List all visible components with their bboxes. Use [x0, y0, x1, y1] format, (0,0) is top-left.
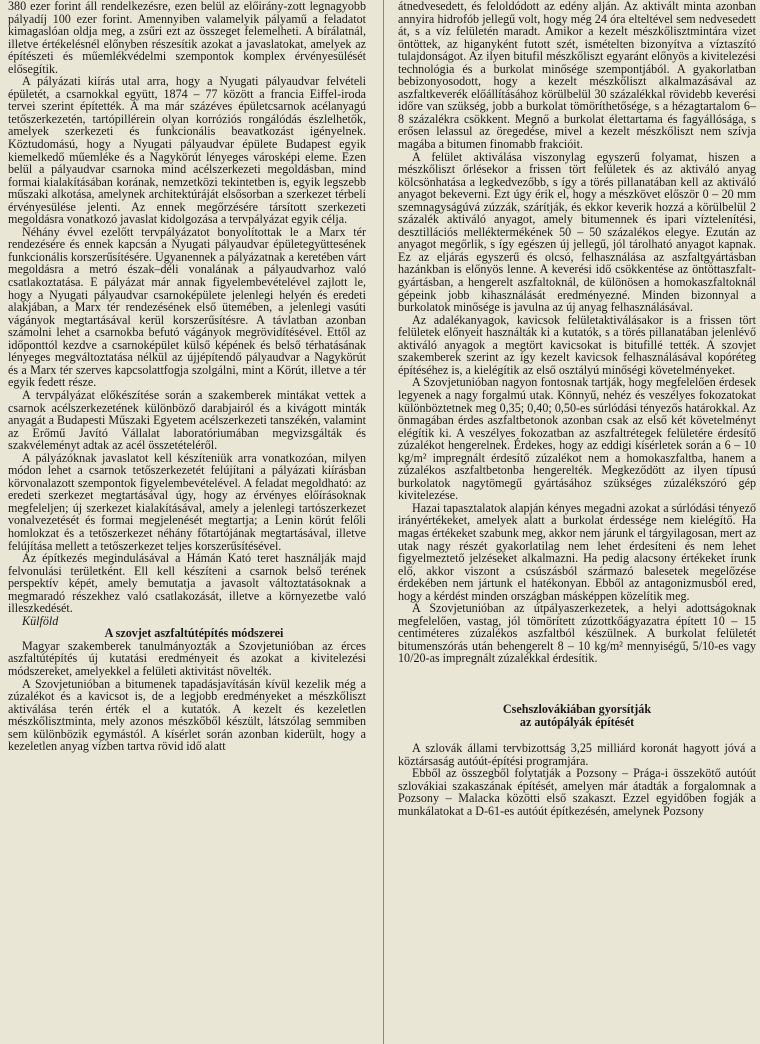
column-divider — [383, 0, 384, 1044]
paragraph: Ebből az összegből folytatják a Pozsony – Prága-i összekötő autóút szlovákiai szakaszának építését, amelyen már átadták a forgalomnak a Pozsony – Malacka közötti első szakaszt. Ezzel egyidőben fogják a munkálatokat a D-61-es autóút építkezésén, amelynek Pozsony — [398, 766, 756, 818]
paragraph: A Szovjetunióban nagyon fontosnak tartják, hogy megfelelően érdesek legyenek a nagy forgalmú utak. Könnyű, nehéz és veszélyes fokozatokat különböztetnek meg 0,35; 0,40; 0,50-es súrlódási tényezős határokkal. Az önmagában érdes aszfaltbetonok azonban csak az első két követelményt elégítik ki. A veszélyes fokozatban az aszfaltrétegek felületére érdesítő zúzalékot hengerelnek. Érdekes, hogy az eddigi kísérletek során a 6 – 10 kg/m² impregnált érdesítő zúzalékot nem a homokaszfaltba, hanem a zúzalékos aszfaltbetonba hengerelték. Megkeződött az ilyen típusú burkolatok nagytömegű gyártásához szükséges zúzalékszóró gép kivitelezése. — [398, 375, 756, 503]
paragraph: A Szovjetunióban a bitumenek tapadásjavításán kívül kezelik még a zúzalékot és a kavicsot is, de a legjobb eredményeket a mészkőliszt aktiválása terén érték el a kutatók. A kezelt és kezeletlen mészkőlisztminta, mely azonos mészkőből készült, látszólag semmiben sem különbözik egymástól. A kísérlet során azonban kiderült, hogy a kezeletlen anyag vízben tartva rövid idő alatt — [8, 676, 366, 754]
paragraph: A pályázati kiírás utal arra, hogy a Nyugati pályaudvar felvételi épületét, a csarnokkal együtt, 1874 – 77 között a francia Eiffel-iroda tervei szerint építették. A ma már százéves épületcsarnok acélanyagú tetőszerkezetén, tartópillérein olyan korróziós rongálódás észlelhetők, amelyek szerkezeti és funkcionális beavatkozást igényelnek. Köztudomású, hogy a Nyugati pályaudvar épülete Budapest egyik kiemelkedő műemléke és a Nagykörút lényeges városképi eleme. Ezen belül a pályaudvar csarnoka mind acélszerkezeti megoldásban, mind formai kialakításában korának, nemzetközi tekintetben is, egyik legszebb műszaki alkotása, amelynek architektúráját elsősorban a szerkezet térbeli érvényesülése jelenti. Az ennek megőrzésére társított szerkezeti megoldásra vonatkozó javaslat kidolgozása a tervpályázat egyik célja. — [8, 74, 366, 227]
article-title-line: Csehszlovákiában gyorsítják — [502, 701, 652, 716]
right-column — [398, 0, 756, 817]
left-column — [8, 0, 366, 753]
paragraph: A felület aktiválása viszonylag egyszerű folyamat, hiszen a mészkőliszt őrlésekor a frissen tört felületek és az aktiváló anyag kölcsönhatása a legkedvezőbb, s így a törés pillanatában kell az aktiváló anyagot bekeverni. Ezt úgy érik el, hogy a mészkövet először 0 – 20 mm szemnagyságúvá zúzzák, szárítják, és ekkor keverik hozzá a körülbelül 2 százalék aktiváló anyagot, amely bitumennek és ipari víztelenítési, desztillációs melléktermékének 50 – 50 százalékos elegye. Ezután az anyagot megőrlik, s így egészen új jellegű, jól tárolható anyagot kapnak. Ez az eljárás egyszerű és olcsó, felhasználása az aszfaltgyártásban hazánkban is előnyös lenne. A keverési idő csökkentése az öntöttaszfalt-gyártásban, a hengerelt aszfaltoknál, de különösen a homokaszfaltoknál gépeink jobb kihasználását eredményezné. Minden bizonnyal a burkolatok minősége is javulna az új anyag felhasználásával. — [398, 149, 756, 315]
article-title: A szovjet aszfaltútépítés módszerei — [104, 626, 284, 641]
paragraph: Az adalékanyagok, kavicsok felületaktiválásakor is a frissen tört felületek előnyeit használták ki a kutatók, s a törés pillanatában jelenlévő aktiváló anyagok a megtört kavicsokat is bitufillé tették. A szovjet szakemberek szerint az így kezelt kavicsok felhasználásával kopóréteg építéséhez is, a kielégítik az első osztályú minőségi követelményeket. — [398, 312, 756, 377]
paragraph: A tervpályázat előkészítése során a szakemberek mintákat vettek a csarnok acélszerkezetének különböző darabjairól és a kivágott minták anyagát a Budapesti Műszaki Egyetem acélszerkezeti tanszékén, valamint az Erőmű Javító Vállalat laboratóriumában megvizsgálták és szakvéleményt adtak az acél összetételéről. — [8, 387, 366, 453]
article-title-line: az autópályák építését — [519, 714, 635, 729]
paragraph: A Szovjetunióban az útpályaszerkezetek, a helyi adottságoknak megfelelően, vastag, jól tömörített zúzottkőágyazatra épített 10 – 15 centiméteres zúzalékos aszfaltból készülnek. A burkolat felületét bitumenszórás után behengerelt 8 – 10 kg/m² mennyiségű, 5/10-es vagy 10/20-as impregnált zúzalékkal érdesítik. — [398, 601, 756, 666]
paragraph: Az építkezés megindulásával a Hámán Kató teret használják majd felvonulási területként. Ell kell készíteni a csarnok belső terének perspektív képét, amely bemutatja a javasolt változtatásoknak a megmaradó részekhez való csatlakozását, illetve a környezetbe való illeszkedését. — [8, 551, 366, 616]
section-label: Külföld — [22, 613, 59, 628]
paragraph: A szlovák állami tervbizottság 3,25 milliárd koronát hagyott jóvá a köztársaság autóút-építési programjára. — [398, 741, 756, 768]
paragraph: átnedvesedett, és feloldódott az edény alján. Az aktivált minta azonban annyira hidrofób jellegű volt, hogy még 24 óra elteltével sem nedvesedett át, s a víz felületén maradt. Amikor a kezelt mészkőlisztmintára vizet öntöttek, az higanyként futott szét, ismételten bizonyítva a víztaszító tulajdonságot. Az ilyen bitufil mészkőliszt egyaránt előnyös a kivitelezési technológia és a burkolat minősége szempontjából. A gyakorlatban bebizonyosodott, hogy a kezelt mészkőliszt alkalmazásával az aszfaltkeverék előállításához körülbelül 30 százalékkal rövidebb keverési időre van szükség, jobb a burkolat tömöríthetősége, s a hézagtartalom 6–8 százalékra csökkent. Megnő a burkolat élettartama és fagyállósága, s erősen lelassul az öregedése, mivel a kezelt mészkőliszt nem szívja magába a bitumen finomabb frakcióit. — [398, 0, 756, 152]
paragraph: 380 ezer forint áll rendelkezésre, ezen belül az előirány-zott legnagyobb pályadíj 100 ezer forint. Amennyiben valamelyik pályamű a feladatot kimagaslóan oldja meg, a zsűri ezt az összeget felemelheti. A bírálatnál, illetve értékelésnél előnyben részesítik azokat a javaslatokat, amelyek az építészeti és műemlékvédelmi szempontok komplex érvényesülését elősegítik. — [8, 0, 366, 76]
paragraph: Magyar szakemberek tanulmányozták a Szovjetunióban az érces aszfaltútépítés új kutatási eredményeit és azokat a kivitelezési módszereket, amelyekkel a felületi aktivitást növelték. — [8, 638, 366, 678]
paragraph: Néhány évvel ezelőtt tervpályázatot bonyolítottak le a Marx tér rendezésére és ennek kapcsán a Nyugati pályaudvar épületegyüttesének funkcionális korszerűsítésére. Ugyanennek a pályázatnak a keretében várt megoldásra a metró észak–déli vonalának a pályaudvarhoz való csatlakoztatása. E pályázat már annak figyelembevételével zajlott le, hogy a Nyugati pályaudvar csarnoképülete jelenlegi helyén és eredeti alakjában, a Marx tér rendezésének első ütemében, a jelenlegi vasúti vágányok megtartásával kerül korszerűsítésre. A távlatban azonban számolni lehet a csarnokba befutó vágányok megrövidítésével. Ettől az időponttól kezdve a csarnoképület külső képének és belső térhatásának lényeges megváltoztatása nélkül az újjépítendő pályaudvar a Nagykörút és a Marx tér szerves kapcsolattfogja szolgálni, mint a Körút, illetve a tér egyik fedett része. — [8, 224, 366, 390]
paragraph: Hazai tapasztalatok alapján kényes megadni azokat a súrlódási tényező irányértékeket, amelyek alatt a burkolat érdessége nem kielégítő. Ha magas értékeket szabunk meg, akkor nem járunk el tárgyilagosan, mert az utak nagy részét gyakorlatilag nem lehet érdesíteni és nem lehet figyelmeztető jelzéseket alkalmazni. Ha pedig alacsony értékeket írunk elő, akkor viszont a csúszásból származó balesetek megelőzése érdekében nem jártunk el hatékonyan. Ebből az antagonizmusból ered, hogy a kérdést minden országban másképpen közelítik meg. — [398, 500, 756, 603]
article-title — [398, 703, 756, 728]
paragraph: A pályázóknak javaslatot kell készíteniük arra vonatkozóan, milyen módon lehet a csarnok tetőszerkezetét felújítani a pályázati kiírásban körvonalazott szempontok figyelembevételével. A feladat megoldható: az eredeti szerkezet megtartásával úgy, hogy az érvényes előírásoknak megfeleljen; új szerkezet kialakításával, amely a jelenlegi tartószerkezet vonalvezetését és formai megjelenését megtartja; a Lenin körút felőli homlokzat és a tetőszerkezet néhány főtartójának megtartásával, illetve felújítása mellett a tetőszerkezet teljes korszerűsítésével. — [8, 450, 366, 553]
